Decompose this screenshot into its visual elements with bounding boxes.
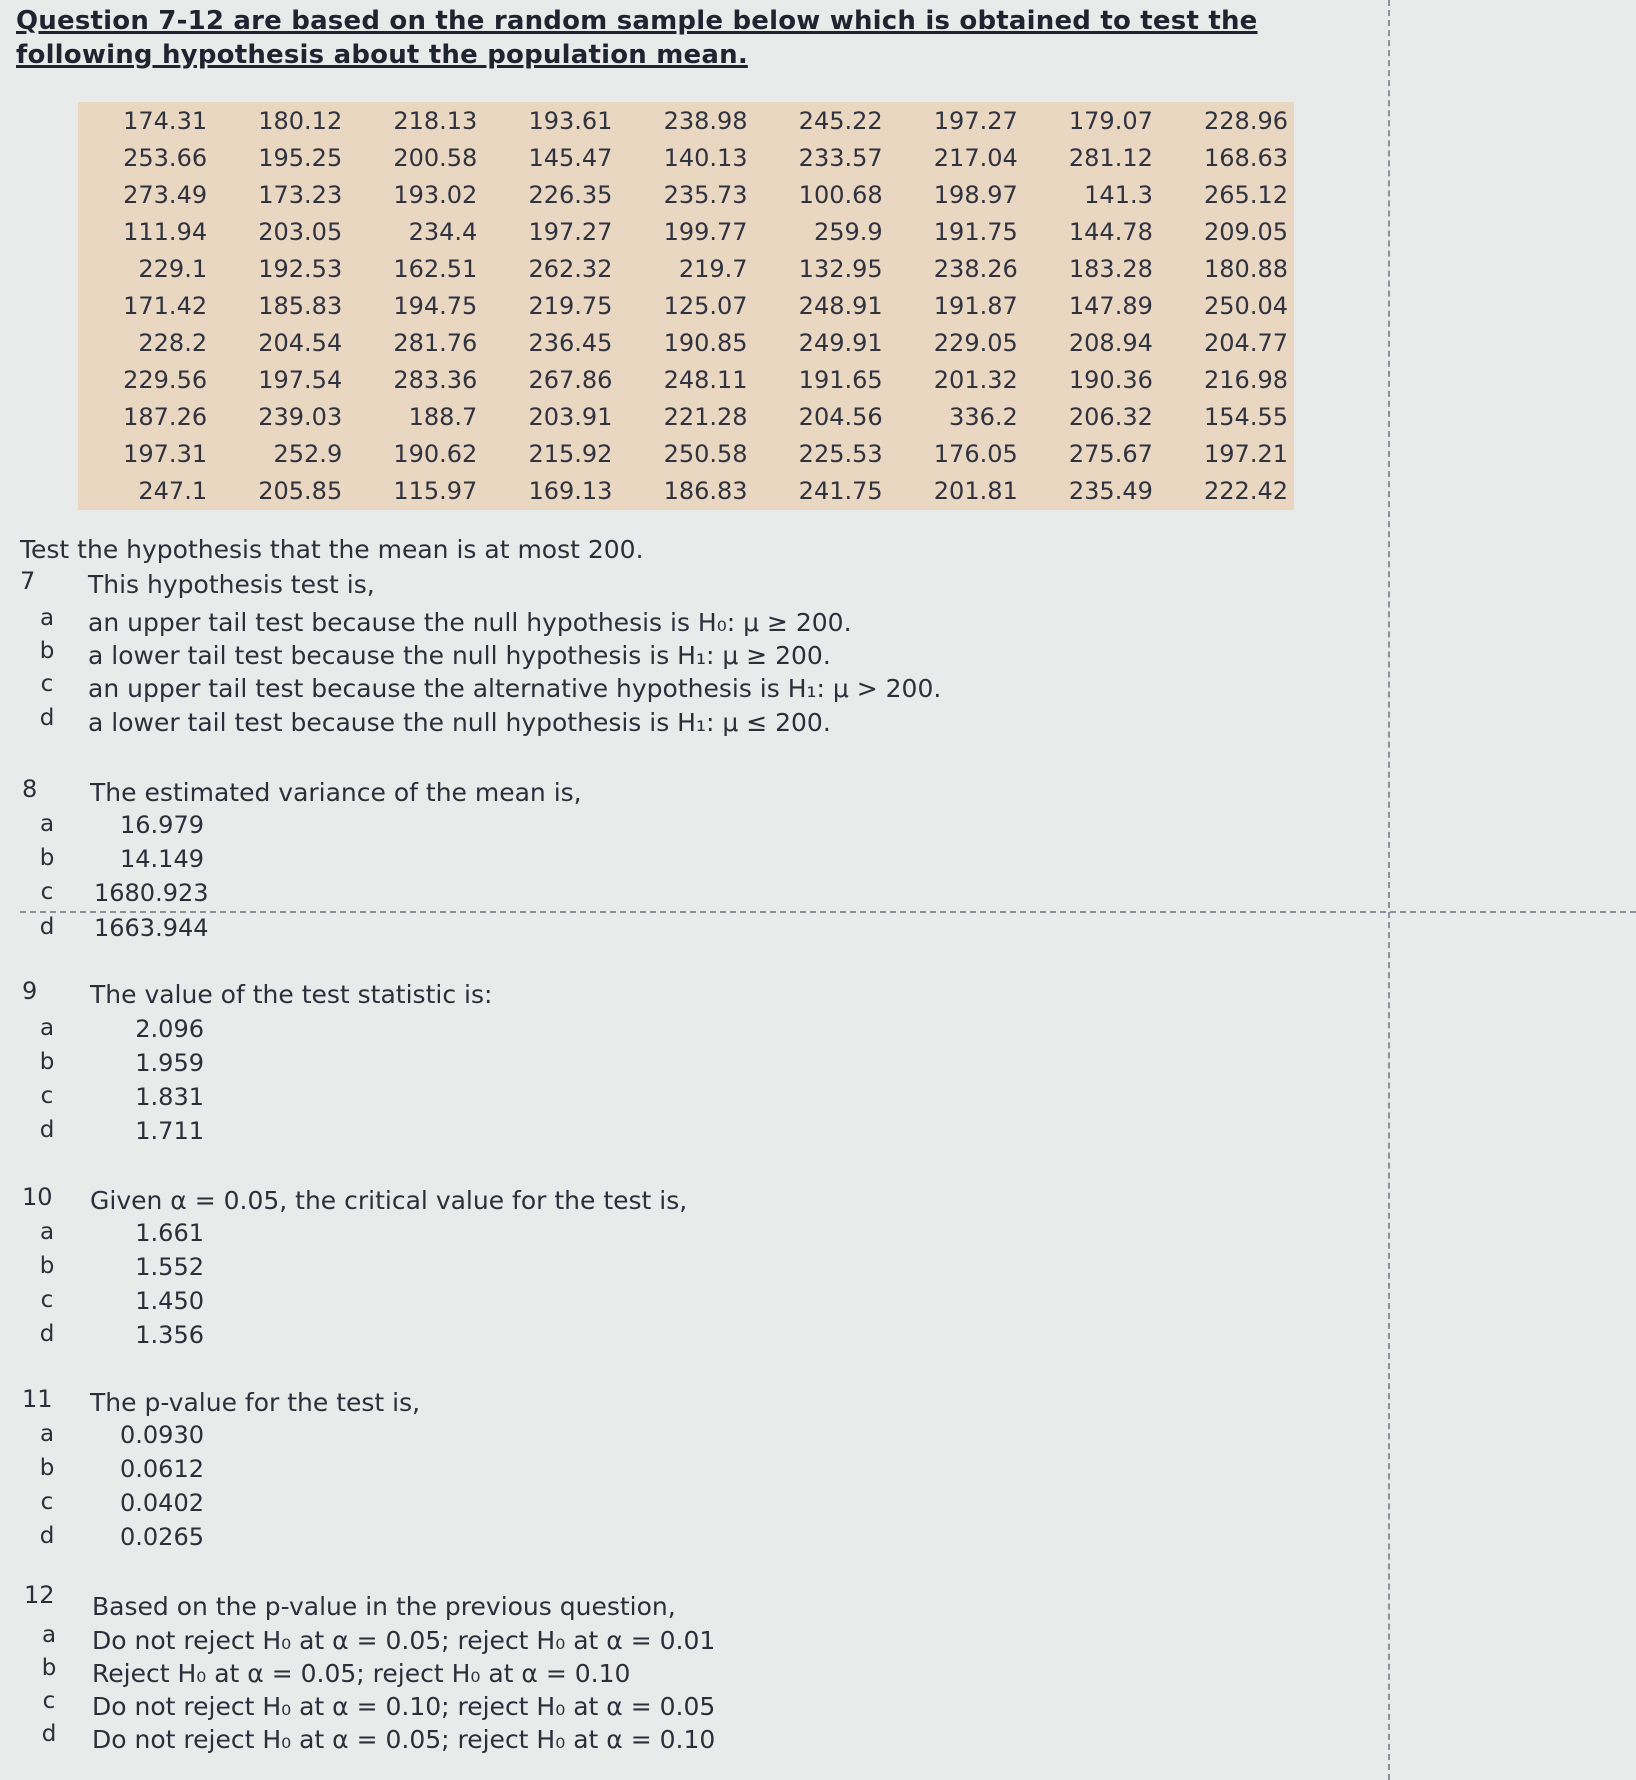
q10-option-a[interactable]: 1.661 <box>135 1219 204 1247</box>
sample-row <box>78 399 1294 436</box>
sample-cell: 250.04 <box>1204 291 1288 320</box>
q12-option-c[interactable]: Do not reject H₀ at α = 0.10; reject H₀ at α = 0.05 <box>92 1692 716 1721</box>
heading-line-2: following hypothesis about the population mean. <box>16 40 748 70</box>
sample-cell: 238.98 <box>663 106 748 135</box>
sample-cell: 154.55 <box>1204 403 1288 432</box>
sample-cell: 179.07 <box>1068 106 1153 135</box>
sample-cell: 180.12 <box>258 106 343 135</box>
q11-letter-d: d <box>39 1523 55 1549</box>
q7-number: 7 <box>20 567 36 595</box>
q10-option-c[interactable]: 1.450 <box>135 1287 204 1315</box>
sample-cell: 248.91 <box>798 291 883 320</box>
q7-option-d[interactable]: a lower tail test because the null hypothesis is H₁: μ ≤ 200. <box>88 708 831 737</box>
q7-letter-a: a <box>39 605 55 631</box>
sample-cell: 204.56 <box>798 403 883 432</box>
sample-cell: 100.68 <box>798 180 883 209</box>
sample-row <box>78 287 1294 324</box>
sample-cell: 190.36 <box>1068 366 1153 395</box>
sample-cell: 198.97 <box>933 180 1018 209</box>
sample-cell: 141.3 <box>1084 180 1153 209</box>
sample-cell: 216.98 <box>1204 366 1288 395</box>
q9-letter-b: b <box>39 1049 55 1075</box>
sample-cell: 247.1 <box>138 477 208 506</box>
sample-cell: 229.1 <box>138 254 208 283</box>
sample-cell: 190.85 <box>663 329 748 357</box>
page-break-vertical <box>1388 0 1390 1780</box>
sample-cell: 236.45 <box>528 329 613 357</box>
sample-cell: 193.02 <box>393 180 478 209</box>
sample-row <box>78 324 1294 361</box>
sample-cell: 215.92 <box>528 440 613 469</box>
sample-cell: 235.49 <box>1068 477 1153 506</box>
q12-letter-d: d <box>41 1721 57 1747</box>
sample-cell: 174.31 <box>123 106 208 135</box>
sample-cell: 140.13 <box>663 143 748 172</box>
sample-cell: 171.42 <box>123 291 208 320</box>
sample-cell: 234.4 <box>408 217 478 246</box>
sample-cell: 265.12 <box>1204 180 1288 209</box>
sample-cell: 206.32 <box>1068 403 1153 432</box>
sample-cell: 235.73 <box>663 180 748 209</box>
sample-cell: 225.53 <box>798 440 883 469</box>
q7-letter-c: c <box>40 671 54 697</box>
q10-number: 10 <box>22 1183 53 1211</box>
sample-cell: 228.96 <box>1204 106 1288 135</box>
q12-option-d[interactable]: Do not reject H₀ at α = 0.05; reject H₀ at α = 0.10 <box>92 1725 716 1754</box>
sample-row <box>78 362 1294 399</box>
sample-cell: 191.75 <box>933 217 1018 246</box>
q10-letter-b: b <box>39 1253 55 1279</box>
sample-cell: 205.85 <box>258 477 343 506</box>
q8-number: 8 <box>22 775 38 803</box>
sample-cell: 199.77 <box>663 217 748 246</box>
q11-option-d[interactable]: 0.0265 <box>120 1523 204 1551</box>
sample-cell: 336.2 <box>949 403 1018 432</box>
q7-text: This hypothesis test is, <box>88 570 375 599</box>
sample-cell: 209.05 <box>1204 217 1288 246</box>
sample-cell: 281.76 <box>393 329 478 357</box>
q7-option-a[interactable]: an upper tail test because the null hypothesis is H₀: μ ≥ 200. <box>88 608 852 637</box>
q9-option-a[interactable]: 2.096 <box>135 1015 204 1043</box>
sample-cell: 208.94 <box>1068 329 1153 357</box>
sample-cell: 197.31 <box>123 440 208 469</box>
sample-cell: 183.28 <box>1068 254 1153 283</box>
q9-number: 9 <box>22 977 38 1005</box>
sample-cell: 115.97 <box>393 477 478 506</box>
sample-cell: 217.04 <box>933 143 1018 172</box>
sample-cell: 219.75 <box>528 291 613 320</box>
page-break-horizontal <box>20 911 1636 913</box>
q7-option-b[interactable]: a lower tail test because the null hypothesis is H₁: μ ≥ 200. <box>88 641 831 670</box>
q8-letter-b: b <box>39 845 55 871</box>
sample-cell: 248.11 <box>663 366 748 395</box>
sample-cell: 229.56 <box>123 366 208 395</box>
sample-cell: 267.86 <box>528 366 613 395</box>
q8-letter-d: d <box>39 914 55 940</box>
sample-cell: 147.89 <box>1068 291 1153 320</box>
sample-cell: 195.25 <box>258 143 343 172</box>
sample-cell: 197.27 <box>528 217 613 246</box>
sample-cell: 190.62 <box>393 440 478 469</box>
q9-option-d[interactable]: 1.711 <box>135 1117 204 1145</box>
sample-cell: 197.27 <box>933 106 1018 135</box>
q9-letter-c: c <box>40 1083 54 1109</box>
sample-cell: 197.54 <box>258 366 343 395</box>
sample-cell: 228.2 <box>138 329 208 357</box>
sample-cell: 250.58 <box>663 440 748 469</box>
sample-cell: 162.51 <box>393 254 478 283</box>
q11-option-c[interactable]: 0.0402 <box>120 1489 204 1517</box>
q10-option-d[interactable]: 1.356 <box>135 1321 204 1349</box>
q8-option-a[interactable]: 16.979 <box>120 811 204 839</box>
q12-letter-c: c <box>42 1688 56 1714</box>
q11-option-b[interactable]: 0.0612 <box>120 1455 204 1483</box>
sample-row <box>78 213 1294 250</box>
sample-cell: 176.05 <box>933 440 1018 469</box>
q12-option-b[interactable]: Reject H₀ at α = 0.05; reject H₀ at α = 0.10 <box>92 1659 631 1688</box>
sample-row <box>78 473 1294 510</box>
sample-cell: 283.36 <box>393 366 478 395</box>
q11-letter-c: c <box>40 1489 54 1515</box>
sample-row <box>78 250 1294 287</box>
sample-cell: 173.23 <box>258 180 343 209</box>
sample-cell: 132.95 <box>798 254 883 283</box>
sample-cell: 194.75 <box>393 291 478 320</box>
sample-cell: 259.9 <box>813 217 883 246</box>
q8-option-d[interactable]: 1663.944 <box>94 914 209 942</box>
sample-row <box>78 139 1294 176</box>
hypothesis-intro: Test the hypothesis that the mean is at most 200. <box>20 535 644 564</box>
sample-cell: 204.77 <box>1204 329 1288 357</box>
q8-text: The estimated variance of the mean is, <box>90 778 582 807</box>
q7-option-c[interactable]: an upper tail test because the alternative hypothesis is H₁: μ > 200. <box>88 674 942 703</box>
heading <box>16 4 1356 72</box>
q9-letter-d: d <box>39 1117 55 1143</box>
sample-cell: 226.35 <box>528 180 613 209</box>
sample-cell: 200.58 <box>393 143 478 172</box>
sample-cell: 185.83 <box>258 291 343 320</box>
sample-cell: 222.42 <box>1204 477 1288 506</box>
q11-option-a[interactable]: 0.0930 <box>120 1421 204 1449</box>
sample-row <box>78 436 1294 473</box>
q10-text: Given α = 0.05, the critical value for the test is, <box>90 1186 688 1215</box>
q8-letter-a: a <box>39 811 55 837</box>
heading-line-1: Question 7-12 are based on the random sample below which is obtained to test the <box>16 6 1258 36</box>
sample-cell: 249.91 <box>798 329 883 357</box>
sample-cell: 191.87 <box>933 291 1018 320</box>
q10-option-b[interactable]: 1.552 <box>135 1253 204 1281</box>
sample-row <box>78 176 1294 213</box>
q12-option-a[interactable]: Do not reject H₀ at α = 0.05; reject H₀ at α = 0.01 <box>92 1626 716 1655</box>
sample-cell: 281.12 <box>1068 143 1153 172</box>
sample-cell: 111.94 <box>123 217 208 246</box>
q8-option-b[interactable]: 14.149 <box>120 845 204 873</box>
sample-cell: 187.26 <box>123 403 208 432</box>
q12-text: Based on the p-value in the previous question, <box>92 1592 676 1621</box>
sample-cell: 193.61 <box>528 106 613 135</box>
sample-cell: 218.13 <box>393 106 478 135</box>
sample-cell: 188.7 <box>408 403 478 432</box>
q8-letter-c: c <box>40 879 54 905</box>
sample-cell: 229.05 <box>933 329 1018 357</box>
q9-option-c[interactable]: 1.831 <box>135 1083 204 1111</box>
q12-letter-a: a <box>41 1622 57 1648</box>
q10-letter-a: a <box>39 1219 55 1245</box>
q9-letter-a: a <box>39 1015 55 1041</box>
sample-cell: 180.88 <box>1204 254 1288 283</box>
sample-cell: 253.66 <box>123 143 208 172</box>
q7-letter-b: b <box>39 638 55 664</box>
sample-cell: 145.47 <box>528 143 613 172</box>
q11-text: The p-value for the test is, <box>90 1388 421 1417</box>
q7-letter-d: d <box>39 705 55 731</box>
q11-letter-b: b <box>39 1455 55 1481</box>
q10-letter-d: d <box>39 1321 55 1347</box>
sample-cell: 168.63 <box>1204 143 1288 172</box>
sample-cell: 203.91 <box>528 403 613 432</box>
q9-option-b[interactable]: 1.959 <box>135 1049 204 1077</box>
sample-cell: 186.83 <box>663 477 748 506</box>
sample-cell: 201.81 <box>933 477 1018 506</box>
sample-cell: 144.78 <box>1068 217 1153 246</box>
sample-cell: 125.07 <box>663 291 748 320</box>
sample-row <box>78 102 1294 139</box>
sample-cell: 169.13 <box>528 477 613 506</box>
sample-cell: 275.67 <box>1068 440 1153 469</box>
sample-cell: 273.49 <box>123 180 208 209</box>
sample-cell: 245.22 <box>798 106 883 135</box>
sample-cell: 191.65 <box>798 366 883 395</box>
sample-cell: 192.53 <box>258 254 343 283</box>
sample-cell: 233.57 <box>798 143 883 172</box>
sample-data-table <box>78 102 1294 510</box>
q9-text: The value of the test statistic is: <box>90 980 493 1009</box>
sample-cell: 219.7 <box>678 254 748 283</box>
sample-cell: 197.21 <box>1204 440 1288 469</box>
sample-cell: 252.9 <box>273 440 343 469</box>
sample-cell: 201.32 <box>933 366 1018 395</box>
sample-cell: 204.54 <box>258 329 343 357</box>
sample-cell: 241.75 <box>798 477 883 506</box>
q12-number: 12 <box>24 1581 55 1609</box>
q8-option-c[interactable]: 1680.923 <box>94 879 209 907</box>
sample-cell: 239.03 <box>258 403 343 432</box>
q10-letter-c: c <box>40 1287 54 1313</box>
q11-number: 11 <box>22 1385 53 1413</box>
sample-cell: 221.28 <box>663 403 748 432</box>
q12-letter-b: b <box>41 1655 57 1681</box>
sample-cell: 238.26 <box>933 254 1018 283</box>
q11-letter-a: a <box>39 1421 55 1447</box>
sample-cell: 262.32 <box>528 254 613 283</box>
sample-cell: 203.05 <box>258 217 343 246</box>
